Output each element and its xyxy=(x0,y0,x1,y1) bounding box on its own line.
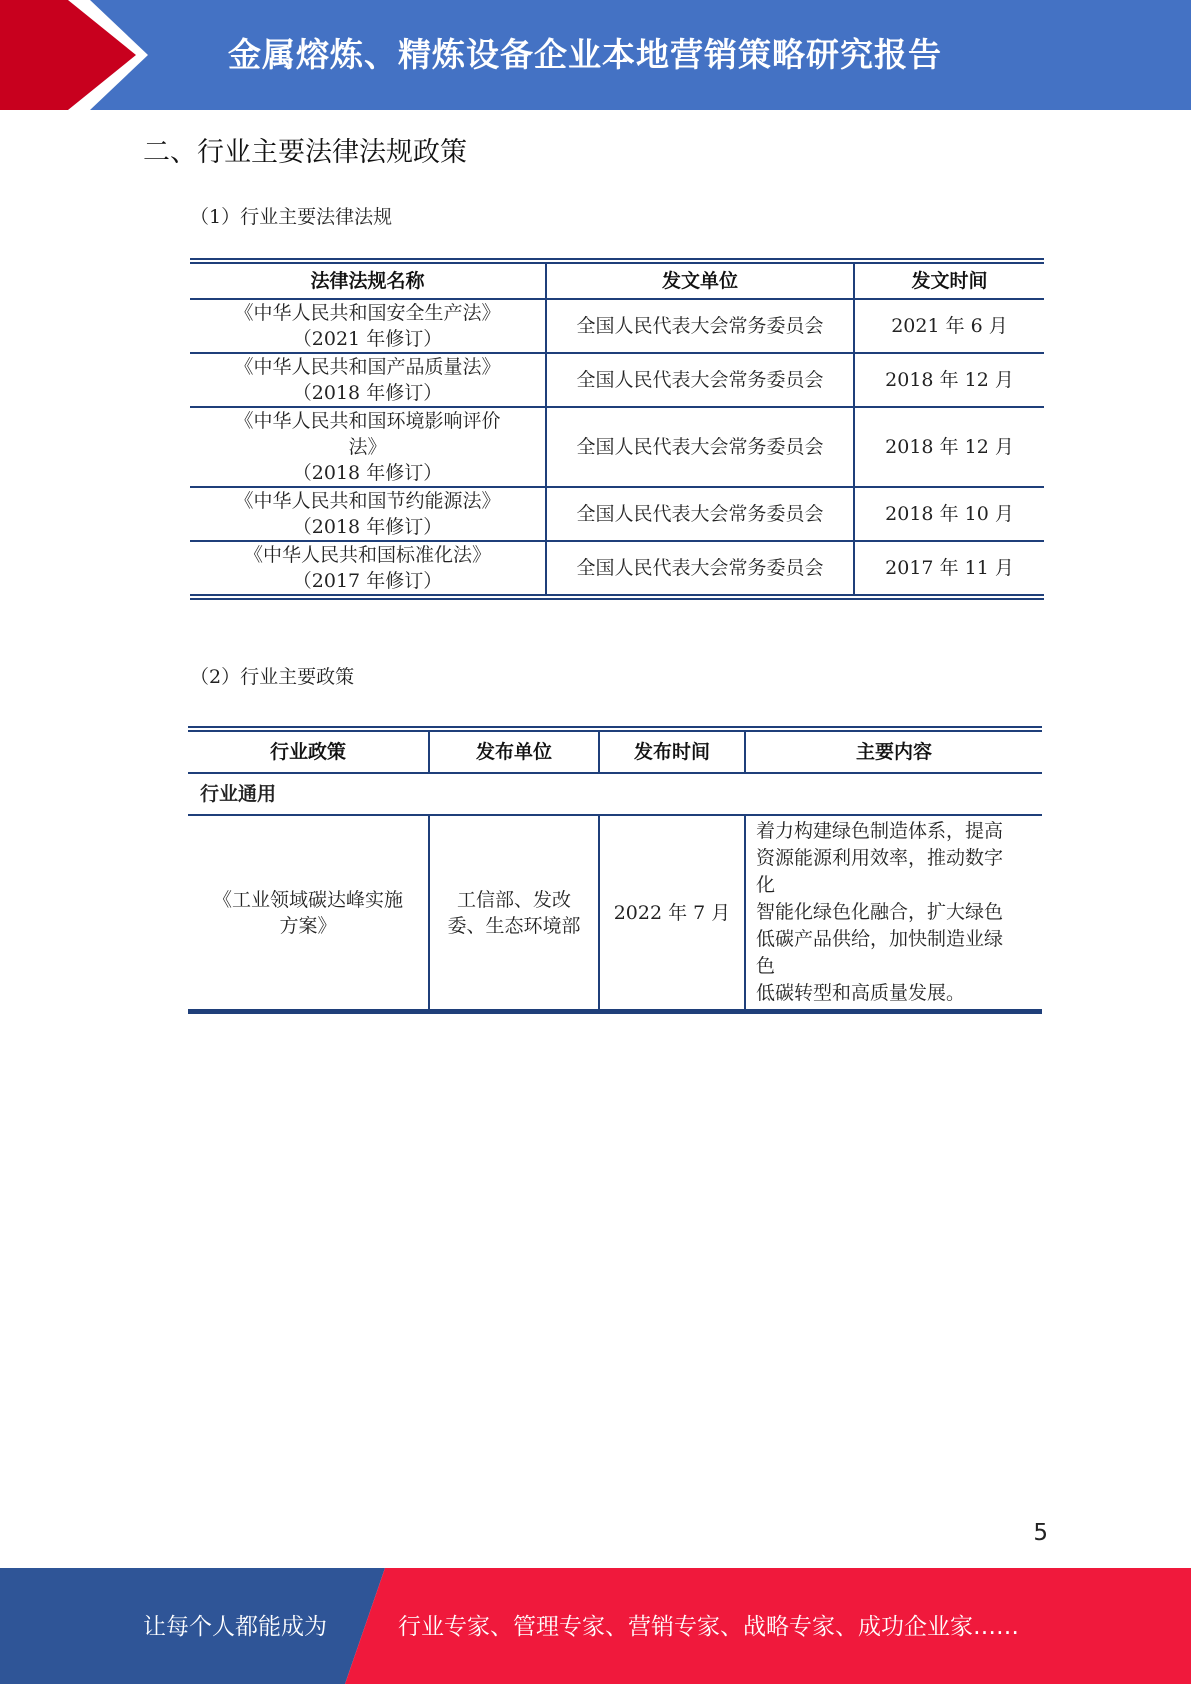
cell-text-line: （2018 年修订） xyxy=(292,462,443,484)
cell-text-line: 资源能源利用效率，推动数字 xyxy=(756,847,1004,869)
cell-text-line: 《中华人民共和国环境影响评价 xyxy=(234,410,501,432)
laws-table xyxy=(190,258,1044,600)
cell-text-line: 《工业领域碳达峰实施 xyxy=(212,888,403,911)
cell-text-line: 色 xyxy=(756,955,776,977)
column-header: 行业政策 xyxy=(188,729,429,773)
page-number: 5 xyxy=(1033,1520,1048,1546)
law-name-cell xyxy=(190,487,546,541)
column-header: 发布单位 xyxy=(429,729,599,773)
law-date-cell: 2018 年 12 月 xyxy=(854,353,1044,407)
table-header-row xyxy=(190,261,1044,299)
law-date-cell: 2018 年 12 月 xyxy=(854,407,1044,487)
cell-text-line: 低碳转型和高质量发展。 xyxy=(756,982,966,1004)
table-row xyxy=(190,407,1044,487)
column-header: 主要内容 xyxy=(745,729,1042,773)
cell-text-line: （2018 年修订） xyxy=(292,382,443,404)
cell-text-line: 智能化绿色化融合，扩大绿色 xyxy=(756,901,1004,923)
law-date-cell: 2017 年 11 月 xyxy=(854,541,1044,597)
column-header: 法律法规名称 xyxy=(190,261,546,299)
header-banner xyxy=(0,0,1191,110)
table-row xyxy=(190,541,1044,597)
category-row xyxy=(188,773,1042,815)
law-name-cell xyxy=(190,353,546,407)
report-title: 金属熔炼、精炼设备企业本地营销策略研究报告 xyxy=(228,35,942,74)
table-row xyxy=(188,815,1042,1012)
cell-text-line: 《中华人民共和国节约能源法》 xyxy=(234,490,501,512)
law-date-cell: 2018 年 10 月 xyxy=(854,487,1044,541)
law-date-cell: 2021 年 6 月 xyxy=(854,299,1044,353)
law-unit-cell: 全国人民代表大会常务委员会 xyxy=(546,407,854,487)
cell-text-line: （2021 年修订） xyxy=(292,328,443,350)
cell-text-line: 《中华人民共和国产品质量法》 xyxy=(234,356,501,378)
cell-text-line: 《中华人民共和国安全生产法》 xyxy=(234,302,501,324)
law-unit-cell: 全国人民代表大会常务委员会 xyxy=(546,541,854,597)
footer-banner xyxy=(0,1568,1191,1684)
law-name-cell xyxy=(190,541,546,597)
cell-text-line: （2018 年修订） xyxy=(292,516,443,538)
column-header: 发文单位 xyxy=(546,261,854,299)
footer-slogan-left: 让每个人都能成为 xyxy=(143,1614,327,1640)
cell-text-line: （2017 年修订） xyxy=(292,570,443,592)
cell-text-line: 方案》 xyxy=(279,914,337,937)
law-unit-cell: 全国人民代表大会常务委员会 xyxy=(546,487,854,541)
policy-date-cell: 2022 年 7 月 xyxy=(599,815,745,1012)
category-label: 行业通用 xyxy=(188,773,1042,815)
footer-slogan-right: 行业专家、管理专家、营销专家、战略专家、成功企业家…… xyxy=(398,1614,1019,1640)
table-row xyxy=(190,353,1044,407)
column-header: 发文时间 xyxy=(854,261,1044,299)
policy-name-cell xyxy=(188,815,429,1012)
cell-text-line: 着力构建绿色制造体系，提高 xyxy=(756,820,1004,842)
policies-table xyxy=(188,726,1042,1014)
cell-text-line: 《中华人民共和国标准化法》 xyxy=(243,544,491,566)
table-header-row xyxy=(188,729,1042,773)
cell-text-line: 化 xyxy=(756,874,776,896)
policy-content-cell xyxy=(745,815,1042,1012)
cell-text-line: 法》 xyxy=(348,436,387,458)
law-name-cell xyxy=(190,407,546,487)
policy-unit-cell xyxy=(429,815,599,1012)
law-name-cell xyxy=(190,299,546,353)
table-row xyxy=(190,487,1044,541)
cell-text-line: 委、生态环境部 xyxy=(447,914,581,937)
column-header: 发布时间 xyxy=(599,729,745,773)
cell-text-line: 低碳产品供给，加快制造业绿 xyxy=(756,928,1004,950)
cell-text-line: 工信部、发改 xyxy=(456,888,571,911)
policies-subtitle: （2）行业主要政策 xyxy=(190,666,355,688)
law-unit-cell: 全国人民代表大会常务委员会 xyxy=(546,353,854,407)
section-title: 二、行业主要法律法规政策 xyxy=(143,137,467,168)
law-unit-cell: 全国人民代表大会常务委员会 xyxy=(546,299,854,353)
laws-subtitle: （1）行业主要法律法规 xyxy=(190,206,393,228)
table-row xyxy=(190,299,1044,353)
